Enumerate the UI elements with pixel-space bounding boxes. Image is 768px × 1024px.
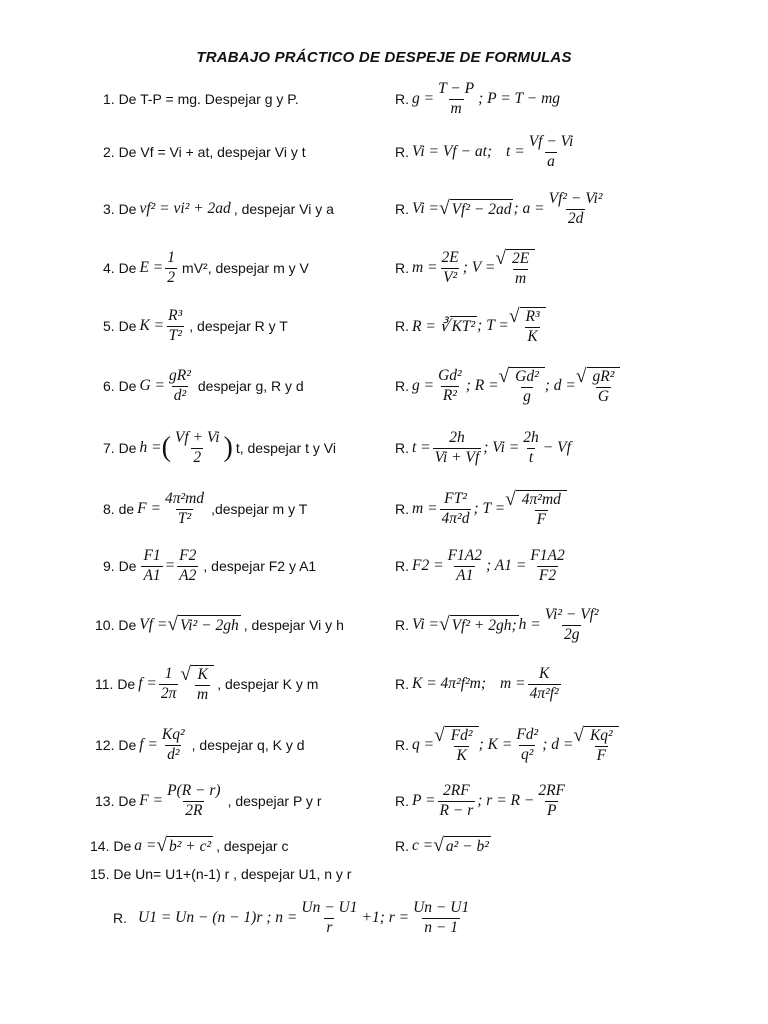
square-root: √ Vf² − 2ad <box>438 198 512 219</box>
answer: R. m = $\frac{2E}{\text{V²}}$ ; V = √ $\frac{2E}{m}$ <box>395 242 538 294</box>
question-text: 14. De a = √ b² + c² , despejar c <box>90 835 289 856</box>
answer: R. K = 4π²f²m; m = $\frac{K}{\text{4π²f²}}$ <box>395 665 559 702</box>
problem-8 <box>0 482 768 536</box>
problem-14 <box>0 830 768 862</box>
problem-4 <box>0 242 768 294</box>
r-label: R. <box>395 318 409 334</box>
r-label: R. <box>395 676 409 692</box>
problem-9 <box>0 540 768 592</box>
question-text: 12. De f = $\frac{\text{Kq²}}{\text{d²}}$ , despejar q, K y d <box>95 726 305 763</box>
r-label: R. <box>395 91 409 107</box>
formula: F = $\frac{\text{4π²md}}{\text{T²}}$ <box>137 490 205 527</box>
r-label: R. <box>395 558 409 574</box>
answer: R. Vi = √ Vf² − 2ad ; a = $\frac{\text{Vf² − Vi²}}{2d}$ <box>395 190 603 227</box>
r-label: R. <box>395 378 409 394</box>
question-text: 3. De vf² = vi² + 2ad , despejar Vi y a <box>103 200 334 217</box>
square-root: √ b² + c² <box>156 835 212 856</box>
r-label: R. <box>395 737 409 753</box>
problem-5 <box>0 300 768 352</box>
r-label: R. <box>395 838 409 854</box>
problem-6 <box>0 358 768 414</box>
square-root: √ $\frac{2E}{m}$ <box>495 249 535 287</box>
r-label: R. <box>395 793 409 809</box>
square-root: √ $\frac{\text{4π²md}}{F}$ <box>505 490 567 528</box>
problem-2 <box>0 128 768 176</box>
problem-10 <box>0 598 768 652</box>
formula: G = $\frac{\text{gR²}}{\text{d²}}$ <box>139 367 191 404</box>
answer: R. g = $\frac{T - P}{m}$ ; P = T − mg <box>395 80 561 117</box>
r-label: R. <box>395 144 409 160</box>
formula: f = $\frac{\text{Kq²}}{\text{d²}}$ <box>139 726 185 763</box>
problem-15-question: 15. De Un= U1+(n-1) r , despejar U1, n y r <box>90 866 352 882</box>
question-text: 8. de F = $\frac{\text{4π²md}}{\text{T²}}$ ,despejar m y T <box>103 490 308 527</box>
square-root: √ $\frac{\text{R³}}{K}$ <box>509 307 546 345</box>
problem-13 <box>0 776 768 826</box>
answer: R. g = $\frac{\text{Gd²}}{\text{R²}}$ ; R = √ $\frac{\text{Gd²}}{g}$ ; d = √ $\frac{\text{gR²}}{G}$ <box>395 358 623 414</box>
square-root: √ $\frac{K}{m}$ <box>180 665 214 703</box>
formula: a = √ b² + c² <box>134 835 212 856</box>
answer: R. P = $\frac{2RF}{R - r}$ ; r = R − $\frac{2RF}{P}$ <box>395 782 566 819</box>
answer: R. c = √ a² − b² <box>395 835 489 856</box>
formula: E = $\frac{1}{2}$ <box>139 249 176 286</box>
fraction: $\frac{Vf - Vi}{a}$ <box>528 133 574 170</box>
r-label: R. <box>395 260 409 276</box>
formula: vf² = vi² + 2ad <box>139 200 231 217</box>
formula: $\frac{F1}{A1}$ = $\frac{F2}{A2}$ <box>143 547 197 584</box>
answer: R. Vi = √ Vf² + 2gh; h = $\frac{\text{Vi² − Vf²}}{2g}$ <box>395 606 599 643</box>
question-text: 7. De h = ( $\frac{Vf + Vi}{2}$ ) t, despejar t y Vi <box>103 429 336 466</box>
formula: K = $\frac{\text{R³}}{\text{T²}}$ <box>139 307 183 344</box>
question-text: 11. De f = $\frac{1}{2\pi}$ √ $\frac{K}{m}$ , despejar K y m <box>95 664 319 703</box>
formula: h = ( $\frac{Vf + Vi}{2}$ ) <box>139 429 233 466</box>
square-root: √ a² − b² <box>433 835 489 856</box>
formula: Vf = √ Vi² − 2gh <box>139 614 239 635</box>
question-text: 5. De K = $\frac{\text{R³}}{\text{T²}}$ , despejar R y T <box>103 307 288 344</box>
question-text: 6. De G = $\frac{\text{gR²}}{\text{d²}}$ despejar g, R y d <box>103 367 304 404</box>
r-label: R. <box>395 617 409 633</box>
r-label: R. <box>113 910 127 926</box>
problem-11 <box>0 656 768 712</box>
r-label: R. <box>395 501 409 517</box>
formula: f = $\frac{1}{2\pi}$ √ $\frac{K}{m}$ <box>138 665 214 703</box>
square-root: √ $\frac{\text{Kq²}}{F}$ <box>573 726 618 764</box>
r-label: R. <box>395 440 409 456</box>
answer: R. F2 = $\frac{F1A2}{A1}$ ; A1 = $\frac{F1A2}{F2}$ <box>395 547 565 584</box>
square-root: √ $\frac{\text{Fd²}}{K}$ <box>434 726 479 764</box>
question-text: 1. De T-P = mg. Despejar g y P. <box>103 91 299 107</box>
problem-1 <box>0 78 768 120</box>
fraction: $\frac{\text{Vf² − Vi²}}{2d}$ <box>548 190 603 227</box>
problem-15-answer: R. U1 = Un − (n − 1)r ; n = $\frac{Un - U1}{r}$ +1; r = $\frac{Un - U1}{n - 1}$ <box>113 899 470 936</box>
question-text: 4. De E = $\frac{1}{2}$ mV², despejar m y V <box>103 249 309 286</box>
answer: R. t = $\frac{2h}{Vi + Vf}$ ; Vi = $\frac{2h}{t}$ − Vf <box>395 429 571 466</box>
square-root: √ $\frac{\text{gR²}}{G}$ <box>576 367 621 405</box>
question-text: 2. De Vf = Vi + at, despejar Vi y t <box>103 144 306 160</box>
answer: R. q = √ $\frac{\text{Fd²}}{K}$ ; K = $\frac{\text{Fd²}}{\text{q²}}$ ; d = √ $\frac{\text{Kq²}}{F}$ <box>395 716 622 774</box>
question-text: 13. De F = $\frac{P(R - r)}{2R}$ , despejar P y r <box>95 782 322 819</box>
square-root: √ Vf² + 2gh; <box>438 614 517 635</box>
square-root: √ Vi² − 2gh <box>167 614 239 635</box>
answer: R. m = $\frac{\text{FT²}}{\text{4π²d}}$ ; T = √ $\frac{\text{4π²md}}{F}$ <box>395 482 570 536</box>
answer: R. Vi = Vf − at; t = $\frac{Vf - Vi}{a}$ <box>395 133 574 170</box>
question-text: 9. De $\frac{F1}{A1}$ = $\frac{F2}{A2}$ , despejar F2 y A1 <box>103 547 317 584</box>
page-title: TRABAJO PRÁCTICO DE DESPEJE DE FORMULAS <box>196 49 572 66</box>
fraction: $\frac{T - P}{m}$ <box>438 80 475 117</box>
question-text: 10. De Vf = √ Vi² − 2gh , despejar Vi y h <box>95 614 344 635</box>
r-label: R. <box>395 201 409 217</box>
square-root: √ $\frac{\text{Gd²}}{g}$ <box>499 367 545 405</box>
problem-12 <box>0 716 768 774</box>
answer: R. R = ∛ KT² ; T = √ $\frac{\text{R³}}{K}$ <box>395 300 549 352</box>
formula: F = $\frac{P(R - r)}{2R}$ <box>139 782 221 819</box>
problem-7 <box>0 420 768 476</box>
problem-3 <box>0 184 768 234</box>
